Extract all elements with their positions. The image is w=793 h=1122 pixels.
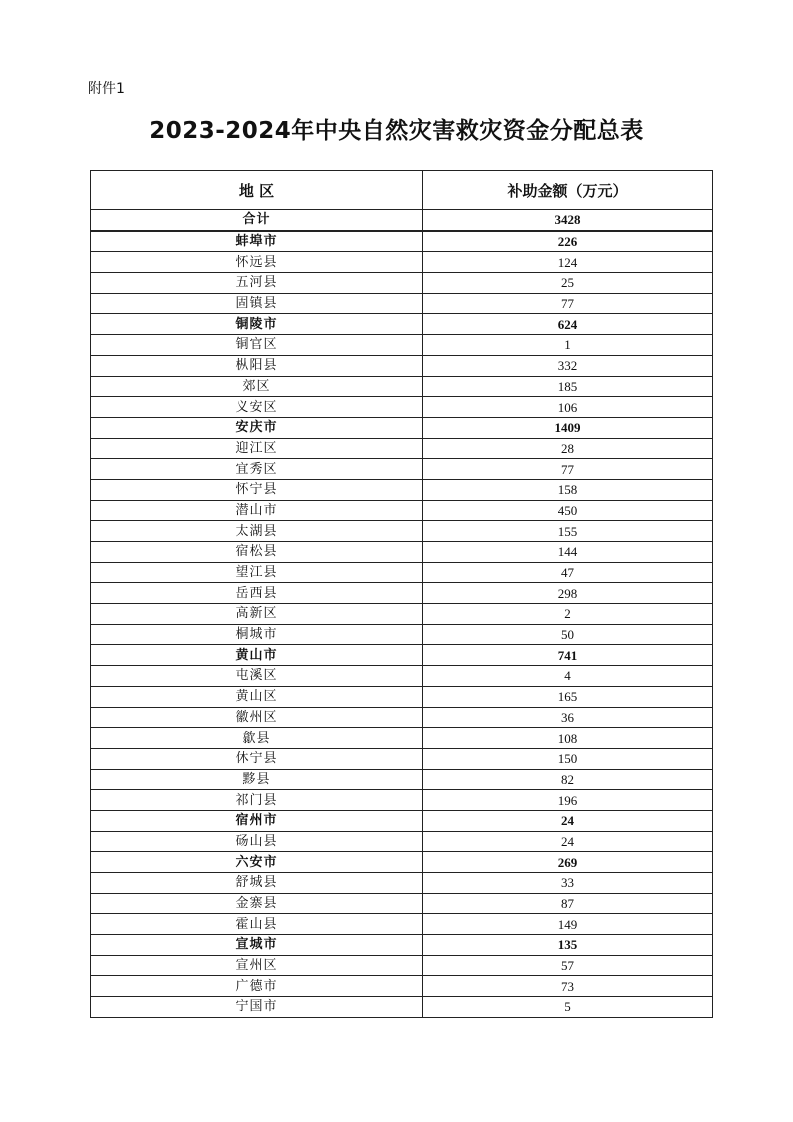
amount-cell: 226 (423, 231, 713, 252)
region-cell: 合计 (91, 210, 423, 231)
attachment-label: 附件1 (88, 81, 125, 97)
header-region: 地 区 (91, 171, 423, 210)
region-cell: 太湖县 (91, 521, 423, 542)
region-cell: 安庆市 (91, 417, 423, 438)
table-row (91, 355, 713, 376)
region-cell: 黄山市 (91, 645, 423, 666)
amount-cell: 2 (423, 604, 713, 625)
amount-cell: 25 (423, 273, 713, 294)
amount-cell: 155 (423, 521, 713, 542)
city-row (91, 314, 713, 335)
city-row (91, 231, 713, 252)
region-cell: 铜陵市 (91, 314, 423, 335)
region-cell: 休宁县 (91, 748, 423, 769)
allocation-table (90, 170, 713, 1018)
amount-cell: 144 (423, 542, 713, 563)
amount-cell: 196 (423, 790, 713, 811)
amount-cell: 77 (423, 459, 713, 480)
table-row (91, 707, 713, 728)
amount-cell: 185 (423, 376, 713, 397)
table-row (91, 273, 713, 294)
amount-cell: 57 (423, 955, 713, 976)
table-row (91, 831, 713, 852)
region-cell: 金寨县 (91, 893, 423, 914)
total-row (91, 210, 713, 231)
document-title: 2023-2024年中央自然灾害救灾资金分配总表 (149, 118, 644, 144)
region-cell: 宜秀区 (91, 459, 423, 480)
region-cell: 怀远县 (91, 252, 423, 273)
amount-cell: 24 (423, 810, 713, 831)
amount-cell: 450 (423, 500, 713, 521)
region-cell: 歙县 (91, 728, 423, 749)
table-row (91, 624, 713, 645)
city-row (91, 645, 713, 666)
region-cell: 迎江区 (91, 438, 423, 459)
amount-cell: 1 (423, 335, 713, 356)
table-row (91, 976, 713, 997)
amount-cell: 332 (423, 355, 713, 376)
region-cell: 宣城市 (91, 935, 423, 956)
table-row (91, 604, 713, 625)
amount-cell: 3428 (423, 210, 713, 231)
table-row (91, 666, 713, 687)
region-cell: 潜山市 (91, 500, 423, 521)
table-row (91, 500, 713, 521)
city-row (91, 810, 713, 831)
region-cell: 怀宁县 (91, 479, 423, 500)
amount-cell: 1409 (423, 417, 713, 438)
region-cell: 屯溪区 (91, 666, 423, 687)
region-cell: 五河县 (91, 273, 423, 294)
table-row (91, 562, 713, 583)
table-body (91, 210, 713, 1018)
table-row (91, 997, 713, 1018)
region-cell: 徽州区 (91, 707, 423, 728)
region-cell: 高新区 (91, 604, 423, 625)
region-cell: 黄山区 (91, 686, 423, 707)
table-row (91, 748, 713, 769)
table-row (91, 252, 713, 273)
region-cell: 枞阳县 (91, 355, 423, 376)
region-cell: 霍山县 (91, 914, 423, 935)
amount-cell: 24 (423, 831, 713, 852)
amount-cell: 47 (423, 562, 713, 583)
region-cell: 郊区 (91, 376, 423, 397)
region-cell: 铜官区 (91, 335, 423, 356)
region-cell: 宣州区 (91, 955, 423, 976)
amount-cell: 5 (423, 997, 713, 1018)
header-amount: 补助金额（万元） (423, 171, 713, 210)
table-row (91, 521, 713, 542)
amount-cell: 50 (423, 624, 713, 645)
amount-cell: 741 (423, 645, 713, 666)
region-cell: 固镇县 (91, 293, 423, 314)
table-row (91, 769, 713, 790)
city-row (91, 935, 713, 956)
table-row (91, 542, 713, 563)
table-row (91, 893, 713, 914)
region-cell: 蚌埠市 (91, 231, 423, 252)
city-row (91, 417, 713, 438)
table-row (91, 686, 713, 707)
amount-cell: 149 (423, 914, 713, 935)
region-cell: 义安区 (91, 397, 423, 418)
amount-cell: 269 (423, 852, 713, 873)
region-cell: 望江县 (91, 562, 423, 583)
table-row (91, 438, 713, 459)
table-row (91, 459, 713, 480)
table-row (91, 376, 713, 397)
region-cell: 桐城市 (91, 624, 423, 645)
region-cell: 宿松县 (91, 542, 423, 563)
amount-cell: 158 (423, 479, 713, 500)
table-row (91, 583, 713, 604)
table-header-row (91, 171, 713, 210)
amount-cell: 73 (423, 976, 713, 997)
region-cell: 砀山县 (91, 831, 423, 852)
amount-cell: 77 (423, 293, 713, 314)
region-cell: 舒城县 (91, 873, 423, 894)
amount-cell: 624 (423, 314, 713, 335)
city-row (91, 852, 713, 873)
amount-cell: 106 (423, 397, 713, 418)
region-cell: 宿州市 (91, 810, 423, 831)
amount-cell: 124 (423, 252, 713, 273)
amount-cell: 33 (423, 873, 713, 894)
table-row (91, 790, 713, 811)
region-cell: 黟县 (91, 769, 423, 790)
region-cell: 广德市 (91, 976, 423, 997)
amount-cell: 36 (423, 707, 713, 728)
region-cell: 六安市 (91, 852, 423, 873)
table-row (91, 914, 713, 935)
table-row (91, 479, 713, 500)
amount-cell: 108 (423, 728, 713, 749)
table-row (91, 728, 713, 749)
amount-cell: 165 (423, 686, 713, 707)
amount-cell: 150 (423, 748, 713, 769)
table-row (91, 397, 713, 418)
amount-cell: 87 (423, 893, 713, 914)
amount-cell: 4 (423, 666, 713, 687)
region-cell: 宁国市 (91, 997, 423, 1018)
table-row (91, 335, 713, 356)
table-row (91, 293, 713, 314)
region-cell: 岳西县 (91, 583, 423, 604)
amount-cell: 28 (423, 438, 713, 459)
table-row (91, 873, 713, 894)
table-row (91, 955, 713, 976)
amount-cell: 135 (423, 935, 713, 956)
amount-cell: 82 (423, 769, 713, 790)
region-cell: 祁门县 (91, 790, 423, 811)
amount-cell: 298 (423, 583, 713, 604)
